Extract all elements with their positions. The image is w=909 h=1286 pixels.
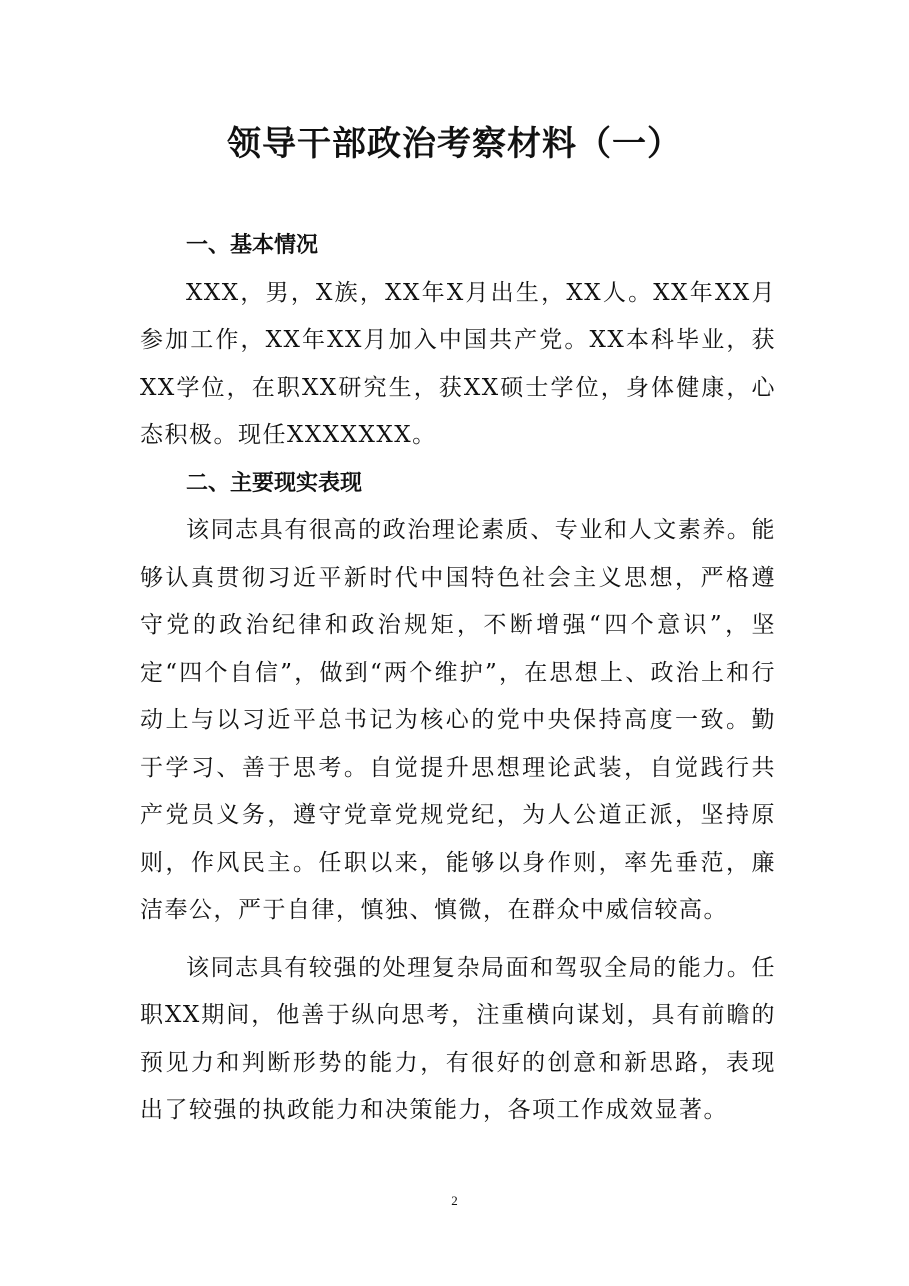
- paragraph-leadership-ability: 该同志具有较强的处理复杂局面和驾驭全局的能力。任职XX期间，他善于纵向思考，注重横向谋划，具有前瞻的预见力和判断形势的能力，有很好的创意和新思路，表现出了较强的执政能力和决策能力，各项工作成效显著。: [140, 954, 776, 1123]
- page-number: 2: [451, 1193, 458, 1208]
- document-title: 领导干部政治考察材料（一）: [227, 124, 682, 164]
- paragraph-political-quality: 该同志具有很高的政治理论素质、专业和人文素养。能够认真贯彻习近平新时代中国特色社会主义思想，严格遵守党的政治纪律和政治规矩，不断增强“四个意识”，坚定“四个自信”，做到“两个维护”，在思想上、政治上和行动上与以习近平总书记为核心的党中央保持高度一致。勤于学习、善于思考。自觉提升思想理论武装，自觉践行共产党员义务，遵守党章党规党纪，为人公道正派，坚持原则，作风民主。任职以来，能够以身作则，率先垂范，廉洁奉公，严于自律，慎独、慎微，在群众中威信较高。: [140, 517, 776, 923]
- paragraph-basic-info: XXX，男，X族，XX年X月出生，XX人。XX年XX月参加工作，XX年XX月加入中国共产党。XX本科毕业，获XX学位，在职XX研究生，获XX硕士学位，身体健康，心态积极。现任XXXXXXX。: [140, 279, 776, 448]
- document-body: [140, 222, 776, 1135]
- section-heading-basic-info: 一、基本情况: [186, 233, 319, 258]
- section-heading-main-performance: 二、主要现实表现: [186, 470, 363, 496]
